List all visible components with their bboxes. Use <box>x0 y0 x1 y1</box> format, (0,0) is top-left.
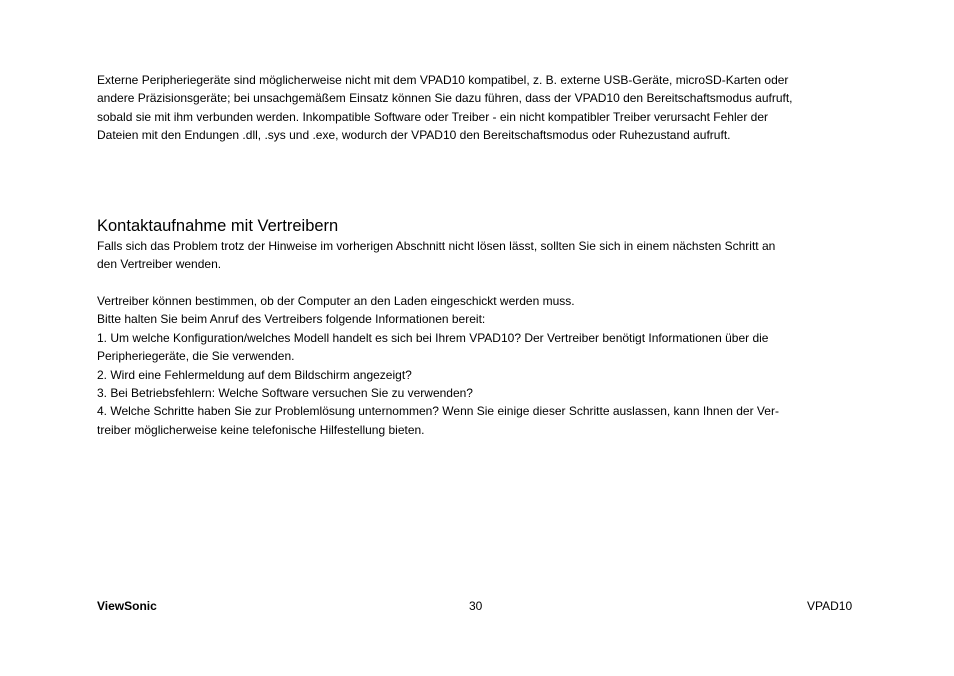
section-paragraph <box>97 237 867 274</box>
section-heading: Kontaktaufnahme mit Vertreibern <box>97 217 339 235</box>
info-list <box>97 292 867 439</box>
info-line: 2. Wird eine Fehlermeldung auf dem Bildschirm angezeigt? <box>97 367 412 382</box>
info-line: Bitte halten Sie beim Anruf des Vertreibers folgende Informationen bereit: <box>97 312 486 327</box>
intro-line: sobald sie mit ihm verbunden werden. Inkompatible Software oder Treiber - ein nicht kompatibler Treiber verursacht Fehler der <box>97 109 768 124</box>
page-number: 30 <box>469 599 483 613</box>
footer-brand: ViewSonic <box>97 599 157 613</box>
info-line: 4. Welche Schritte haben Sie zur Problemlösung unternommen? Wenn Sie einige dieser Schritte auslassen, kann Ihnen der Ver- <box>97 404 779 419</box>
info-line: treiber möglicherweise keine telefonische Hilfestellung bieten. <box>97 422 425 437</box>
intro-line: andere Präzisionsgeräte; bei unsachgemäßem Einsatz können Sie dazu führen, dass der VPAD10 den Bereitschaftsmodus aufruft, <box>97 91 793 106</box>
info-line: Peripheriegeräte, die Sie verwenden. <box>97 349 295 364</box>
info-line: 1. Um welche Konfiguration/welches Modell handelt es sich bei Ihrem VPAD10? Der Vertreiber benötigt Informationen über die <box>97 330 769 345</box>
footer-model: VPAD10 <box>807 599 853 613</box>
intro-paragraph <box>97 71 867 145</box>
info-line: Vertreiber können bestimmen, ob der Computer an den Laden eingeschickt werden muss. <box>97 294 575 308</box>
info-line: 3. Bei Betriebsfehlern: Welche Software versuchen Sie zu verwenden? <box>97 386 473 401</box>
intro-line: Dateien mit den Endungen .dll, .sys und .exe, wodurch der VPAD10 den Bereitschaftsmodus oder Ruhezustand aufruft. <box>97 128 731 143</box>
intro-line: Externe Peripheriegeräte sind möglicherweise nicht mit dem VPAD10 kompatibel, z. B. externe USB-Geräte, microSD-Karten oder <box>97 73 789 87</box>
section-line: den Vertreiber wenden. <box>97 257 222 272</box>
section-line: Falls sich das Problem trotz der Hinweise im vorherigen Abschnitt nicht lösen lässt, sollten Sie sich in einem nächsten Schritt an <box>97 239 776 253</box>
